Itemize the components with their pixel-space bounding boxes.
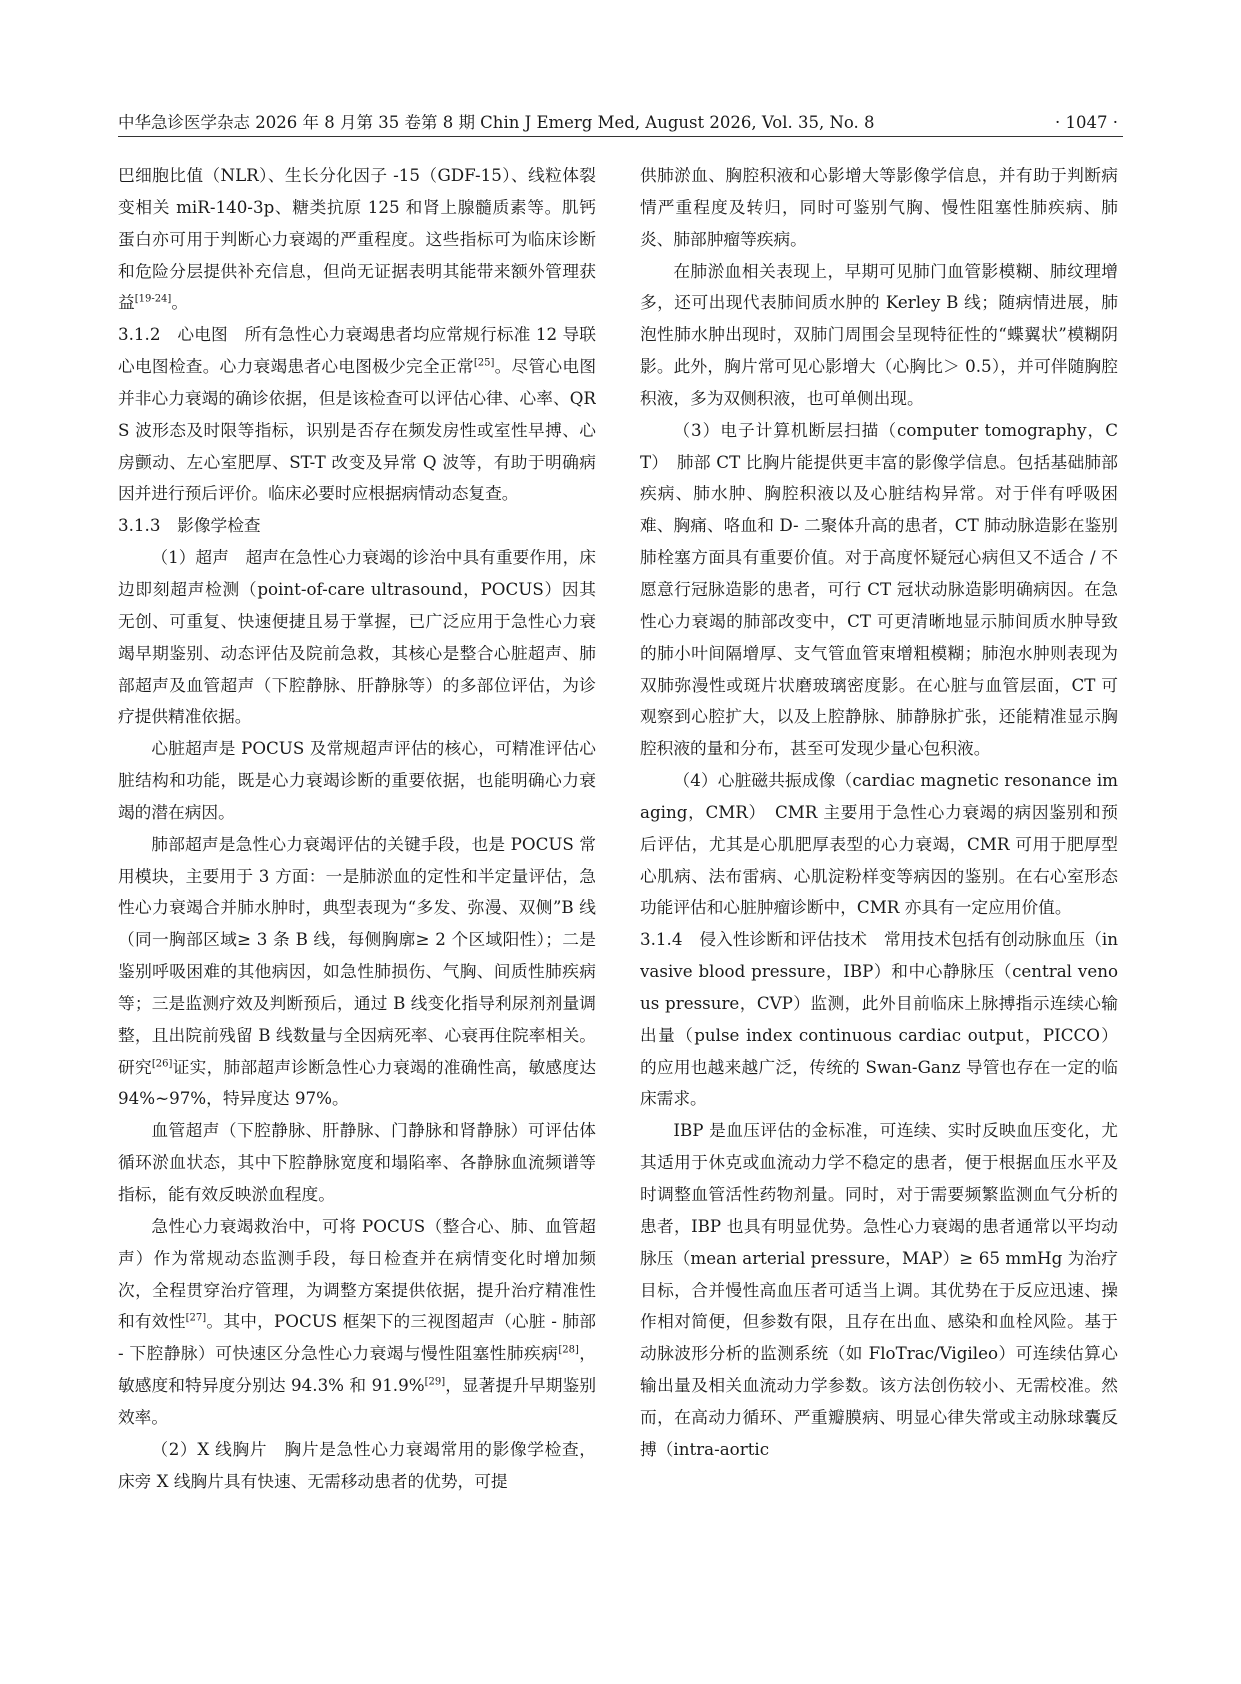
paragraph-pocus-monitoring: 急性心力衰竭救治中，可将 POCUS（整合心、肺、血管超声）作为常规动态监测手段，每日检查并在病情变化时增加频次，全程贯穿治疗管理，为调整方案提供依据，提升治疗精准性和有效性[27]。其中，POCUS 框架下的三视图超声（心脏 - 肺部 - 下腔静脉）可快速区分急性心力衰竭与慢性阻塞性肺疾病[28]，敏感度和特异度分别达 94.3% 和 91.9%[29]，显著提升早期鉴别效率。 xyxy=(118,1215,596,1427)
reference-marker: [27] xyxy=(185,1312,207,1324)
section-3-1-2-ecg: 3.1.2 心电图 所有急性心力衰竭患者均应常规行标准 12 导联心电图检查。心力衰竭患者心电图极少完全正常[25]。尽管心电图并非心力衰竭的确诊依据，但是该检查可以评估心律、心率、QRS 波形态及时限等指标，识别是否存在频发房性或室性早搏、心房颤动、左心室肥厚、ST-T 改变及异常 Q 波等，有助于明确病因并进行预后评价。临床必要时应根据病情动态复查。 xyxy=(118,324,596,504)
paragraph-ct: （3）电子计算机断层扫描（computer tomography，CT） 肺部 CT 比胸片能提供更丰富的影像学信息。包括基础肺部疾病、肺水肿、胸腔积液以及心脏结构异常。对于伴有呼吸困难、胸痛、咯血和 D- 二聚体升高的患者，CT 肺动脉造影在鉴别肺栓塞方面具有重要价值。对于高度怀疑冠心病但又不适合 / 不愿意行冠脉造影的患者，可行 CT 冠状动脉造影明确病因。在急性心力衰竭的肺部改变中，CT 可更清晰地显示肺间质水肿导致的肺小叶间隔增厚、支气管血管束增粗模糊；肺泡水肿则表现为双肺弥漫性或斑片状磨玻璃密度影。在心脏与血管层面，CT 可观察到心腔扩大，以及上腔静脉、肺静脉扩张，还能精准显示胸腔积液的量和分布，甚至可发现少量心包积液。 xyxy=(640,419,1118,759)
left-column xyxy=(118,160,596,1630)
paragraph-ibp: IBP 是血压评估的金标准，可连续、实时反映血压变化，尤其适用于休克或血流动力学不稳定的患者，便于根据血压水平及时调整血管活性药物剂量。同时，对于需要频繁监测血气分析的患者，IBP 也具有明显优势。急性心力衰竭的患者通常以平均动脉压（mean arterial pressure，MAP）≥ 65 mmHg 为治疗目标，合并慢性高血压者可适当上调。其优势在于反应迅速、操作相对简便，但参数有限，且存在出血、感染和血栓风险。基于动脉波形分析的监测系统（如 FloTrac/Vigileo）可连续估算心输出量及相关血流动力学参数。该方法创伤较小、无需校准。然而，在高动力循环、严重瓣膜病、明显心律失常或主动脉球囊反搏（intra-aortic xyxy=(640,1120,1118,1459)
section-3-1-4-invasive: 3.1.4 侵入性诊断和评估技术 常用技术包括有创动脉血压（invasive blood pressure，IBP）和中心静脉压（central venous pressure，CVP）监测，此外目前临床上脉搏指示连续心输出量（pulse index continuous cardiac output，PICCO）的应用也越来越广泛，传统的 Swan-Ganz 导管也存在一定的临床需求。 xyxy=(640,929,1118,1109)
paragraph-lung-ultrasound: 肺部超声是急性心力衰竭评估的关键手段，也是 POCUS 常用模块，主要用于 3 方面：一是肺淤血的定性和半定量评估，急性心力衰竭合并肺水肿时，典型表现为“多发、弥漫、双侧”B 线（同一胸部区域≥ 3 条 B 线，每侧胸廓≥ 2 个区域阳性）；二是鉴别呼吸困难的其他病因，如急性肺损伤、气胸、间质性肺疾病等；三是监测疗效及判断预后，通过 B 线变化指导利尿剂剂量调整，且出院前残留 B 线数量与全因病死率、心衰再住院率相关。研究[26]证实，肺部超声诊断急性心力衰竭的准确性高，敏感度达 94%~97%，特异度达 97%。 xyxy=(118,833,596,1109)
page-number: · 1047 · xyxy=(1055,113,1118,132)
paragraph-ultrasound: （1）超声 超声在急性心力衰竭的诊治中具有重要作用，床边即刻超声检测（point-of-care ultrasound，POCUS）因其无创、可重复、快速便捷且易于掌握，已广泛应用于急性心力衰竭早期鉴别、动态评估及院前急救，其核心是整合心脏超声、肺部超声及血管超声（下腔静脉、肝静脉等）的多部位评估，为诊疗提供精准依据。 xyxy=(118,547,596,727)
paragraph-cardiac-ultrasound: 心脏超声是 POCUS 及常规超声评估的核心，可精准评估心脏结构和功能，既是心力衰竭诊断的重要依据，也能明确心力衰竭的潜在病因。 xyxy=(118,738,596,822)
reference-marker: [28] xyxy=(558,1344,579,1356)
reference-marker: [29] xyxy=(424,1376,446,1388)
section-heading-3-1-3: 3.1.3 影像学检查 xyxy=(118,515,261,536)
right-column xyxy=(640,160,1118,1630)
reference-marker: [26] xyxy=(151,1058,173,1070)
paragraph-xray-continued: 供肺淤血、胸腔积液和心影增大等影像学信息，并有助于判断病情严重程度及转归，同时可鉴别气胸、慢性阻塞性肺疾病、肺炎、肺部肿瘤等疾病。 xyxy=(640,165,1118,249)
reference-marker: [19-24] xyxy=(134,293,172,305)
paragraph-vascular-ultrasound: 血管超声（下腔静脉、肝静脉、门静脉和肾静脉）可评估体循环淤血状态，其中下腔静脉宽度和塌陷率、各静脉血流频谱等指标，能有效反映淤血程度。 xyxy=(118,1120,596,1204)
header-rule xyxy=(118,136,1123,137)
paragraph-pulmonary-congestion: 在肺淤血相关表现上，早期可见肺门血管影模糊、肺纹理增多，还可出现代表肺间质水肿的 Kerley B 线；随病情进展，肺泡性肺水肿出现时，双肺门周围会呈现特征性的“蝶翼状”模糊阴影。此外，胸片常可见心影增大（心胸比＞ 0.5），并可伴随胸腔积液，多为双侧积液，也可单侧出现。 xyxy=(640,260,1118,408)
running-header xyxy=(118,110,1118,136)
paragraph-cmr: （4）心脏磁共振成像（cardiac magnetic resonance imaging，CMR） CMR 主要用于急性心力衰竭的病因鉴别和预后评估，尤其是心肌肥厚表型的心力衰竭，CMR 可用于肥厚型心肌病、法布雷病、心肌淀粉样变等病因的鉴别。在右心室形态功能评估和心脏肿瘤诊断中，CMR 亦具有一定应用价值。 xyxy=(640,770,1118,918)
journal-citation: 中华急诊医学杂志 2026 年 8 月第 35 卷第 8 期 Chin J Emerg Med, August 2026, Vol. 35, No. 8 xyxy=(118,113,875,132)
paragraph-chest-xray: （2）X 线胸片 胸片是急性心力衰竭常用的影像学检查，床旁 X 线胸片具有快速、无需移动患者的优势，可提 xyxy=(118,1438,596,1491)
paragraph-biomarkers: 巴细胞比值（NLR）、生长分化因子 -15（GDF-15）、线粒体裂变相关 miR-140-3p、糖类抗原 125 和肾上腺髓质素等。肌钙蛋白亦可用于判断心力衰竭的严重程度。这些指标可为临床诊断和危险分层提供补充信息，但尚无证据表明其能带来额外管理获益[19-24]。 xyxy=(118,165,596,313)
reference-marker: [25] xyxy=(473,357,495,369)
